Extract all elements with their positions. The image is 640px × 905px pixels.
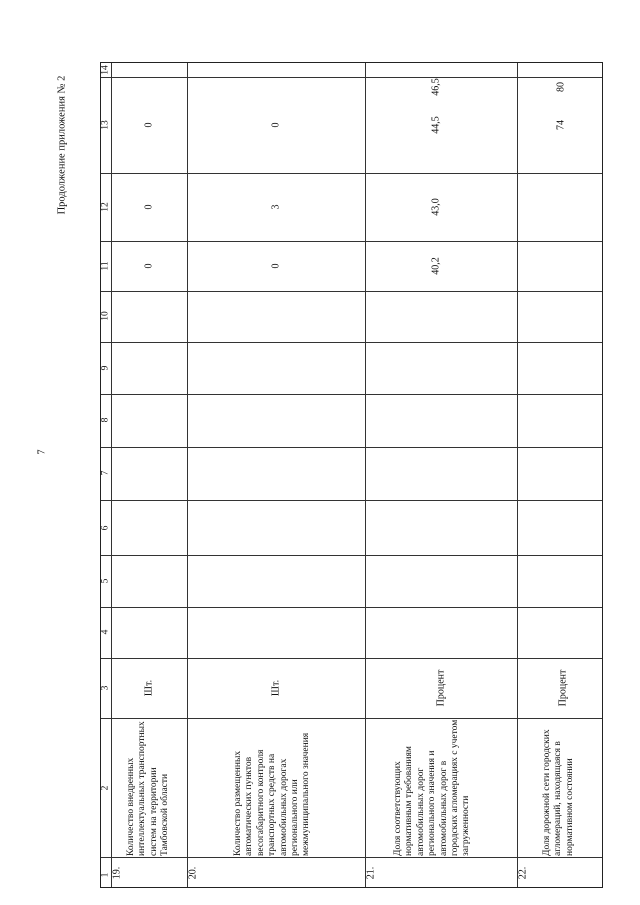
column-number: 10 (100, 311, 111, 321)
column-number: 3 (100, 685, 111, 691)
continuation-label: Продолжение приложения № 2 (56, 75, 68, 215)
column-number: 1 (100, 872, 111, 878)
column-number: 4 (100, 629, 111, 635)
grid-line (517, 63, 518, 887)
grid-line (101, 447, 602, 448)
grid-line (101, 173, 602, 174)
grid-line (101, 555, 602, 556)
indicator-table (100, 62, 603, 888)
column-number: 5 (100, 578, 111, 584)
row-value-col13: 74 (555, 120, 567, 130)
row-unit: Шт. (143, 679, 155, 697)
grid-line (365, 63, 366, 887)
row-value-col13: 44,5 (430, 116, 442, 134)
row-unit: Процент (435, 669, 447, 707)
grid-line (101, 607, 602, 608)
grid-line (101, 77, 602, 78)
row-description: Доля дорожной сети городских агломераций, находящаяся в нормативном состоянии (541, 729, 575, 856)
column-number: 9 (100, 365, 111, 371)
grid-line (101, 342, 602, 343)
column-number: 11 (100, 261, 111, 271)
row-value-col13: 0 (143, 122, 155, 128)
row-description: Количество внедренных интеллектуальных транспортных систем на территории Тамбовской области (126, 721, 171, 856)
row-description: Количество размещенных автоматических пунктов весогабаритного контроля транспортных средств на автомобильных дорогах регионального или межмуниципального значения (233, 732, 312, 856)
grid-line (101, 718, 602, 719)
row-number: 22. (517, 866, 529, 880)
row-description: Доля соответствующих нормативным требованиям автомобильных дорог регионального значения и автомобильных дорог в городских агломерациях с учетом загруженности (393, 719, 472, 856)
row-unit: Шт. (270, 679, 282, 697)
row-number: 20. (187, 866, 199, 880)
row-value-col12: 0 (143, 204, 155, 210)
row-value-col12: 3 (270, 204, 282, 210)
grid-line (101, 291, 602, 292)
column-number: 13 (100, 120, 111, 130)
grid-line (101, 658, 602, 659)
row-value-col11: 40,2 (430, 257, 442, 275)
column-number: 14 (100, 65, 111, 75)
row-number: 21. (365, 866, 377, 880)
column-number: 8 (100, 417, 111, 423)
column-number: 2 (100, 785, 111, 791)
row-value-col13: 0 (270, 122, 282, 128)
grid-line (101, 857, 602, 858)
row-value-col11: 0 (143, 263, 155, 269)
grid-line (187, 63, 188, 887)
row-value-col12: 43,0 (430, 198, 442, 216)
row-value-col14: 80 (555, 82, 567, 92)
row-value-col11: 0 (270, 263, 282, 269)
row-unit: Процент (557, 669, 569, 707)
column-number: 12 (100, 202, 111, 212)
grid-line (101, 500, 602, 501)
page-number: 7 (36, 449, 48, 455)
column-number: 6 (100, 525, 111, 531)
grid-line (101, 241, 602, 242)
row-value-col14: 46,5 (430, 78, 442, 96)
row-number: 19. (111, 866, 123, 880)
column-number: 7 (100, 470, 111, 476)
grid-line (101, 394, 602, 395)
